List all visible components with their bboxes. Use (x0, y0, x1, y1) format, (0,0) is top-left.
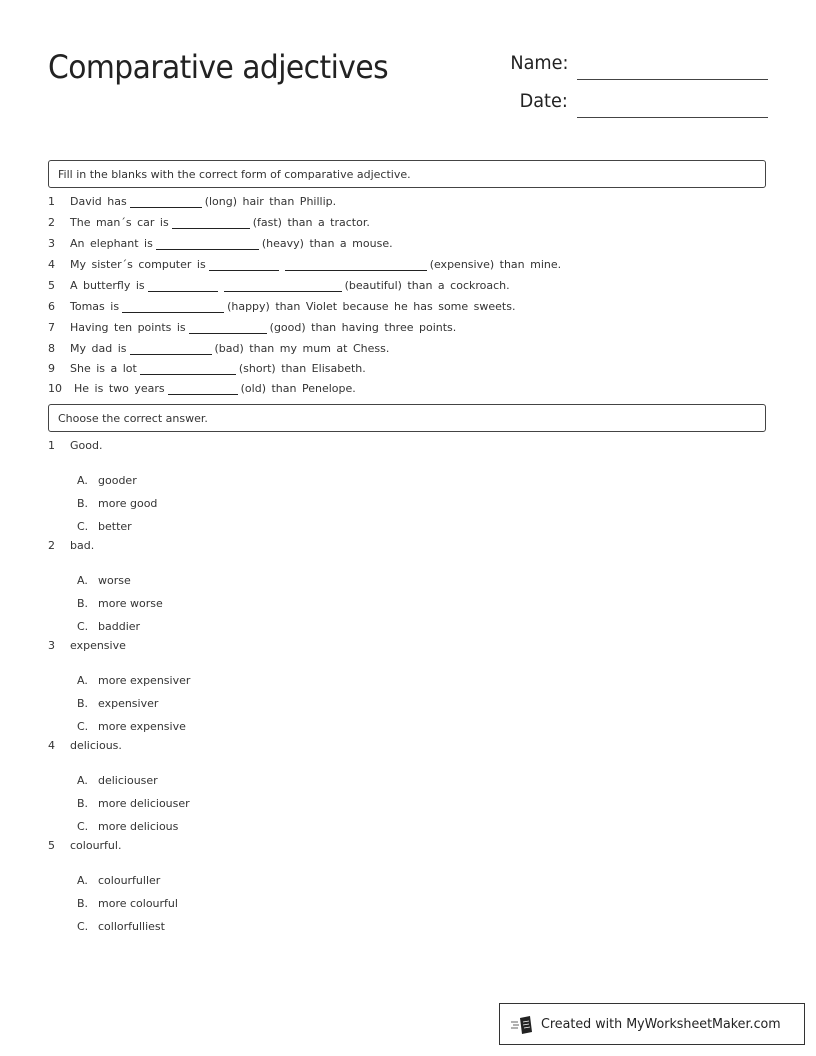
fill-question (48, 258, 561, 276)
question-number: 2 (48, 216, 55, 229)
question-text-before: He is two years (74, 382, 165, 395)
section2-instruction-box (48, 404, 766, 432)
option-text: gooder (98, 474, 137, 487)
mc-question (48, 639, 126, 652)
question-number: 1 (48, 439, 55, 452)
question-number: 10 (48, 382, 62, 395)
option-text: more worse (98, 597, 163, 610)
answer-option[interactable] (77, 597, 163, 610)
option-letter: B. (77, 697, 89, 710)
answer-blank[interactable] (285, 258, 427, 271)
question-text-before: An elephant is (70, 237, 153, 250)
question-number: 2 (48, 539, 55, 552)
question-prompt: delicious. (70, 739, 122, 752)
date-label: Date: (519, 90, 568, 112)
option-letter: C. (77, 820, 89, 833)
answer-blank[interactable] (148, 279, 218, 292)
footer-text: Created with MyWorksheetMaker.com (541, 1016, 781, 1032)
fill-question (48, 362, 366, 380)
answer-option[interactable] (77, 697, 158, 710)
question-text-before: She is a lot (70, 362, 137, 375)
option-text: more expensiver (98, 674, 191, 687)
mc-question (48, 839, 121, 852)
option-text: more expensive (98, 720, 186, 733)
answer-blank[interactable] (172, 216, 250, 229)
option-letter: B. (77, 797, 89, 810)
option-text: expensiver (98, 697, 159, 710)
fill-question (48, 279, 510, 297)
option-text: more colourful (98, 897, 178, 910)
question-number: 8 (48, 342, 55, 355)
answer-option[interactable] (77, 620, 140, 633)
answer-blank[interactable] (189, 321, 267, 334)
question-text-after: (bad) than my mum at Chess. (214, 342, 390, 355)
question-number: 4 (48, 739, 55, 752)
option-letter: A. (77, 874, 88, 887)
answer-option[interactable] (77, 474, 137, 487)
question-text-before: The man´s car is (70, 216, 169, 229)
option-letter: A. (77, 774, 88, 787)
answer-blank[interactable] (209, 258, 279, 271)
option-letter: A. (77, 674, 88, 687)
footer-badge[interactable] (499, 1003, 805, 1045)
question-number: 5 (48, 839, 55, 852)
answer-option[interactable] (77, 797, 190, 810)
answer-blank[interactable] (130, 342, 212, 355)
worksheet-maker-logo-icon (510, 1015, 536, 1035)
question-text-after: (expensive) than mine. (429, 258, 562, 271)
answer-option[interactable] (77, 720, 186, 733)
option-letter: C. (77, 620, 89, 633)
question-prompt: expensive (70, 639, 126, 652)
answer-option[interactable] (77, 520, 132, 533)
answer-blank[interactable] (224, 279, 342, 292)
question-number: 7 (48, 321, 55, 334)
answer-option[interactable] (77, 674, 190, 687)
question-text-before: Tomas is (70, 300, 120, 313)
question-text-after: (long) hair than Phillip. (204, 195, 337, 208)
answer-option[interactable] (77, 820, 178, 833)
question-number: 9 (48, 362, 55, 375)
answer-option[interactable] (77, 497, 157, 510)
option-letter: B. (77, 497, 89, 510)
question-text-after: (good) than having three points. (269, 321, 457, 334)
question-prompt: bad. (70, 539, 95, 552)
answer-option[interactable] (77, 774, 158, 787)
question-text-before: My sister´s computer is (70, 258, 206, 271)
name-label: Name: (509, 52, 568, 74)
mc-question (48, 739, 122, 752)
name-field[interactable] (490, 52, 770, 82)
answer-blank[interactable] (122, 300, 224, 313)
question-text-before: Having ten points is (70, 321, 186, 334)
question-prompt: colourful. (70, 839, 122, 852)
answer-option[interactable] (77, 897, 178, 910)
question-number: 5 (48, 279, 55, 292)
answer-blank[interactable] (168, 382, 238, 395)
fill-question (48, 195, 336, 213)
question-text-after: (heavy) than a mouse. (261, 237, 393, 250)
option-text: deliciouser (98, 774, 158, 787)
fill-question (48, 216, 370, 234)
answer-blank[interactable] (130, 195, 202, 208)
option-text: more delicious (98, 820, 179, 833)
question-text-after: (old) than Penelope. (240, 382, 356, 395)
option-text: colourfuller (98, 874, 161, 887)
answer-option[interactable] (77, 874, 160, 887)
option-text: worse (98, 574, 131, 587)
section1-instruction: Fill in the blanks with the correct form of comparative adjective. (58, 168, 411, 181)
question-number: 6 (48, 300, 55, 313)
option-text: collorfulliest (98, 920, 165, 933)
name-input-line[interactable] (577, 79, 768, 80)
question-text-after: (beautiful) than a cockroach. (344, 279, 510, 292)
option-letter: B. (77, 897, 89, 910)
date-input-line[interactable] (577, 117, 768, 118)
date-field[interactable] (490, 90, 770, 120)
answer-option[interactable] (77, 574, 131, 587)
fill-question (48, 342, 389, 360)
question-text-before: David has (70, 195, 127, 208)
question-number: 4 (48, 258, 55, 271)
fill-question (48, 300, 515, 318)
option-text: more deliciouser (98, 797, 190, 810)
option-text: baddier (98, 620, 141, 633)
option-letter: C. (77, 720, 89, 733)
question-number: 3 (48, 237, 55, 250)
question-text-before: My dad is (70, 342, 127, 355)
answer-blank[interactable] (140, 362, 236, 375)
section1-instruction-box (48, 160, 766, 188)
question-prompt: Good. (70, 439, 103, 452)
mc-question (48, 539, 94, 552)
fill-question (48, 237, 393, 255)
mc-question (48, 439, 102, 452)
question-text-after: (short) than Elisabeth. (238, 362, 366, 375)
fill-question (48, 321, 456, 339)
answer-option[interactable] (77, 920, 165, 933)
option-text: better (98, 520, 132, 533)
question-number: 1 (48, 195, 55, 208)
fill-question (48, 382, 356, 400)
question-text-before: A butterfly is (70, 279, 145, 292)
question-number: 3 (48, 639, 55, 652)
question-text-after: (happy) than Violet because he has some sweets. (227, 300, 516, 313)
option-letter: A. (77, 574, 88, 587)
option-letter: A. (77, 474, 88, 487)
question-text-after: (fast) than a tractor. (252, 216, 370, 229)
section2-instruction: Choose the correct answer. (58, 412, 208, 425)
option-letter: B. (77, 597, 89, 610)
answer-blank[interactable] (156, 237, 259, 250)
option-text: more good (98, 497, 158, 510)
option-letter: C. (77, 920, 89, 933)
page-title: Comparative adjectives (48, 48, 389, 86)
option-letter: C. (77, 520, 89, 533)
